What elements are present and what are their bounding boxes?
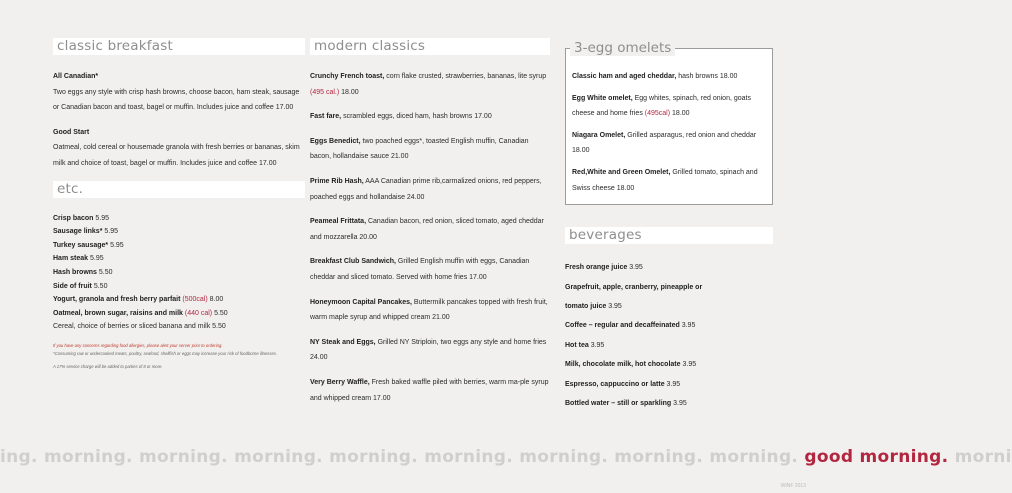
menu-item xyxy=(310,109,550,125)
omelet-list xyxy=(572,69,766,196)
item-price: 5.95 xyxy=(110,241,124,249)
item-name: All Canadian* xyxy=(53,73,99,80)
menu-item xyxy=(310,254,550,285)
item-name: Coffee – regular and decaffeinated xyxy=(565,322,680,330)
item-name: Egg White omelet, xyxy=(572,94,633,102)
etc-list xyxy=(53,212,305,321)
item-name: Oatmeal, brown sugar, raisins and milk xyxy=(53,309,183,317)
item-name: Red,White and Green Omelet, xyxy=(572,168,671,176)
list-item xyxy=(53,252,305,266)
menu-item xyxy=(310,69,550,100)
menu-item xyxy=(572,165,766,196)
item-desc: Grilled tomato, spinach and Swiss cheese 18.00 xyxy=(572,168,758,192)
list-item xyxy=(565,355,773,374)
item-name: Fast fare, xyxy=(310,113,342,121)
section-title-modern-classics: modern classics xyxy=(310,38,550,55)
item-name: Bottled water – still or sparkling xyxy=(565,400,672,407)
item-desc: Canadian bacon, red onion, sliced tomato, aged cheddar and mozzarella 20.00 xyxy=(310,218,544,241)
section-title-classic-breakfast: classic breakfast xyxy=(53,38,305,55)
item-calories: (495cal) xyxy=(644,110,671,118)
menu-item xyxy=(310,214,550,245)
list-item xyxy=(53,239,305,253)
item-name: Very Berry Waffle, xyxy=(310,378,370,386)
column-breakfast xyxy=(53,38,305,371)
item-price: 8.00 xyxy=(209,296,224,304)
menu-item xyxy=(572,91,766,122)
list-item xyxy=(565,316,773,335)
item-price: 5.50 xyxy=(93,282,108,290)
item-price: 18.00 xyxy=(672,110,690,118)
modern-list xyxy=(310,69,550,406)
list-item xyxy=(53,307,305,321)
item-price: 3.95 xyxy=(629,264,643,272)
list-item xyxy=(565,394,773,413)
item-desc: Fresh baked waffle piled with berries, warm ma-ple syrup and whipped cream 17.00 xyxy=(310,378,549,402)
service-charge-note: A 17% service charge will be added to parties of 8 or more. xyxy=(53,363,163,369)
item-name: Grapefruit, apple, cranberry, pineapple or xyxy=(565,283,703,291)
item-desc: AAA Canadian prime rib,carmalized onions, red peppers, poached eggs and hollandaise 24.00 xyxy=(310,177,542,201)
item-name: Prime Rib Hash, xyxy=(310,177,364,185)
item-desc: Grilled asparagus, red onion and cheddar 18.00 xyxy=(572,131,757,155)
section-title-omelets: 3-egg omelets xyxy=(570,40,675,56)
item-name: Sausage links* xyxy=(53,228,103,236)
list-item xyxy=(565,297,773,316)
item-name: Hot tea xyxy=(565,341,589,349)
item-price: 5.95 xyxy=(95,214,110,222)
item-name: Honeymoon Capital Pancakes, xyxy=(310,298,412,306)
menu-item xyxy=(572,69,766,85)
item-price: 5.50 xyxy=(98,268,113,276)
item-desc: Egg whites, spinach, red onion, goats cheese and home fries xyxy=(572,94,751,118)
item-calories: (500cal) xyxy=(182,296,208,304)
menu-item xyxy=(572,128,766,159)
good-morning-banner xyxy=(0,447,1012,467)
item-name: Ham steak xyxy=(53,255,89,263)
consuming-note: *Consuming raw or undercooked meats, poultry, seafood, shellfish or eggs may increase your risk of foodborne illnesses. xyxy=(53,351,278,357)
item-name: Fresh orange juice xyxy=(565,264,628,272)
menu-item xyxy=(53,69,305,116)
item-name: Good Start xyxy=(53,128,90,136)
menu-item xyxy=(310,375,550,406)
item-price: 3.95 xyxy=(666,380,681,388)
menu-item xyxy=(310,295,550,326)
list-item xyxy=(565,278,773,297)
item-price: 18.00 xyxy=(341,88,359,96)
item-name: NY Steak and Eggs, xyxy=(310,338,376,346)
breakfast-list xyxy=(53,69,305,172)
banner-repeat-text: ing. morning. morning. morning. morning. morning. morning. morning. morning. xyxy=(0,447,799,467)
item-name: Classic ham and aged cheddar, xyxy=(572,73,677,80)
list-item xyxy=(53,280,305,294)
banner-tail: morni xyxy=(954,447,1012,467)
fine-print xyxy=(53,342,305,371)
cereal-line: Cereal, choice of berries or sliced banana and milk 5.50 xyxy=(53,323,226,331)
item-desc: two poached eggs*, toasted English muffin, Canadian bacon, hollandaise sauce 21.00 xyxy=(310,137,529,161)
footer-mark: WINF 2013 xyxy=(780,483,806,489)
item-desc: corn flake crusted, strawberries, bananas, lite syrup xyxy=(386,73,547,80)
item-name: Peameal Frittata, xyxy=(310,218,367,226)
item-price: 3.95 xyxy=(682,361,697,369)
list-item xyxy=(53,225,305,239)
list-item xyxy=(53,266,305,280)
menu-item xyxy=(310,134,550,165)
menu-item xyxy=(310,335,550,366)
item-price: 3.95 xyxy=(673,400,687,407)
item-price: 3.95 xyxy=(590,341,605,349)
item-desc: Two eggs any style with crisp hash browns, choose bacon, ham steak, sausage or Canadian bacon and toast, bagel or muffin. Includes juice and coffee 17.00 xyxy=(53,88,300,112)
item-name: Breakfast Club Sandwich, xyxy=(310,258,396,266)
item-price: 5.95 xyxy=(104,228,118,236)
item-desc: Grilled NY Striploin, two eggs any style and home fries 24.00 xyxy=(310,338,547,362)
item-name: tomato juice xyxy=(565,302,607,310)
item-calories: (440 cal) xyxy=(184,309,213,317)
menu-item xyxy=(310,174,550,205)
item-desc: Buttermilk pancakes topped with fresh fruit, warm maple syrup and whipped cream 21.00 xyxy=(310,298,548,322)
item-name: Yogurt, granola and fresh berry parfait xyxy=(53,296,181,304)
section-title-beverages: beverages xyxy=(565,227,773,244)
item-desc: scrambled eggs, diced ham, hash browns 17.00 xyxy=(343,113,492,121)
list-item xyxy=(565,258,773,277)
allergy-note: If you have any concerns regarding food allergies, please alert your server prior to ordering. xyxy=(53,342,223,348)
item-price: 3.95 xyxy=(608,302,622,310)
item-name: Crisp bacon xyxy=(53,214,94,222)
menu-item xyxy=(53,125,305,172)
item-name: Eggs Benedict, xyxy=(310,137,361,145)
item-price: 5.95 xyxy=(89,255,104,263)
column-omelets-beverages xyxy=(565,38,773,413)
list-item xyxy=(565,336,773,355)
list-item xyxy=(565,375,773,394)
beverage-list xyxy=(565,258,773,413)
item-desc: hash browns 18.00 xyxy=(678,73,738,80)
section-title-etc: etc. xyxy=(53,181,305,198)
list-item xyxy=(53,212,305,226)
item-price: 5.50 xyxy=(214,309,228,317)
item-name: Hash browns xyxy=(53,268,97,276)
item-name: Crunchy French toast, xyxy=(310,73,385,80)
item-name: Milk, chocolate milk, hot chocolate xyxy=(565,361,681,369)
item-name: Espresso, cappuccino or latte xyxy=(565,380,665,388)
item-price: 3.95 xyxy=(681,322,696,330)
item-name: Side of fruit xyxy=(53,282,92,290)
omelet-box xyxy=(565,40,773,205)
item-desc: Oatmeal, cold cereal or housemade granola with fresh berries or bananas, skim milk and choice of toast, bagel or muffin. Includes juice and coffee 17.00 xyxy=(53,144,300,167)
item-name: Turkey sausage* xyxy=(53,241,109,249)
list-item xyxy=(53,293,305,307)
item-desc: Grilled English muffin with eggs, Canadian cheddar and sliced tomato. Served with home fries 17.00 xyxy=(310,258,530,281)
banner-highlight: good morning. xyxy=(804,447,949,467)
column-modern-classics xyxy=(310,38,550,415)
item-name: Niagara Omelet, xyxy=(572,131,626,139)
item-calories: (495 cal.) xyxy=(310,88,340,96)
